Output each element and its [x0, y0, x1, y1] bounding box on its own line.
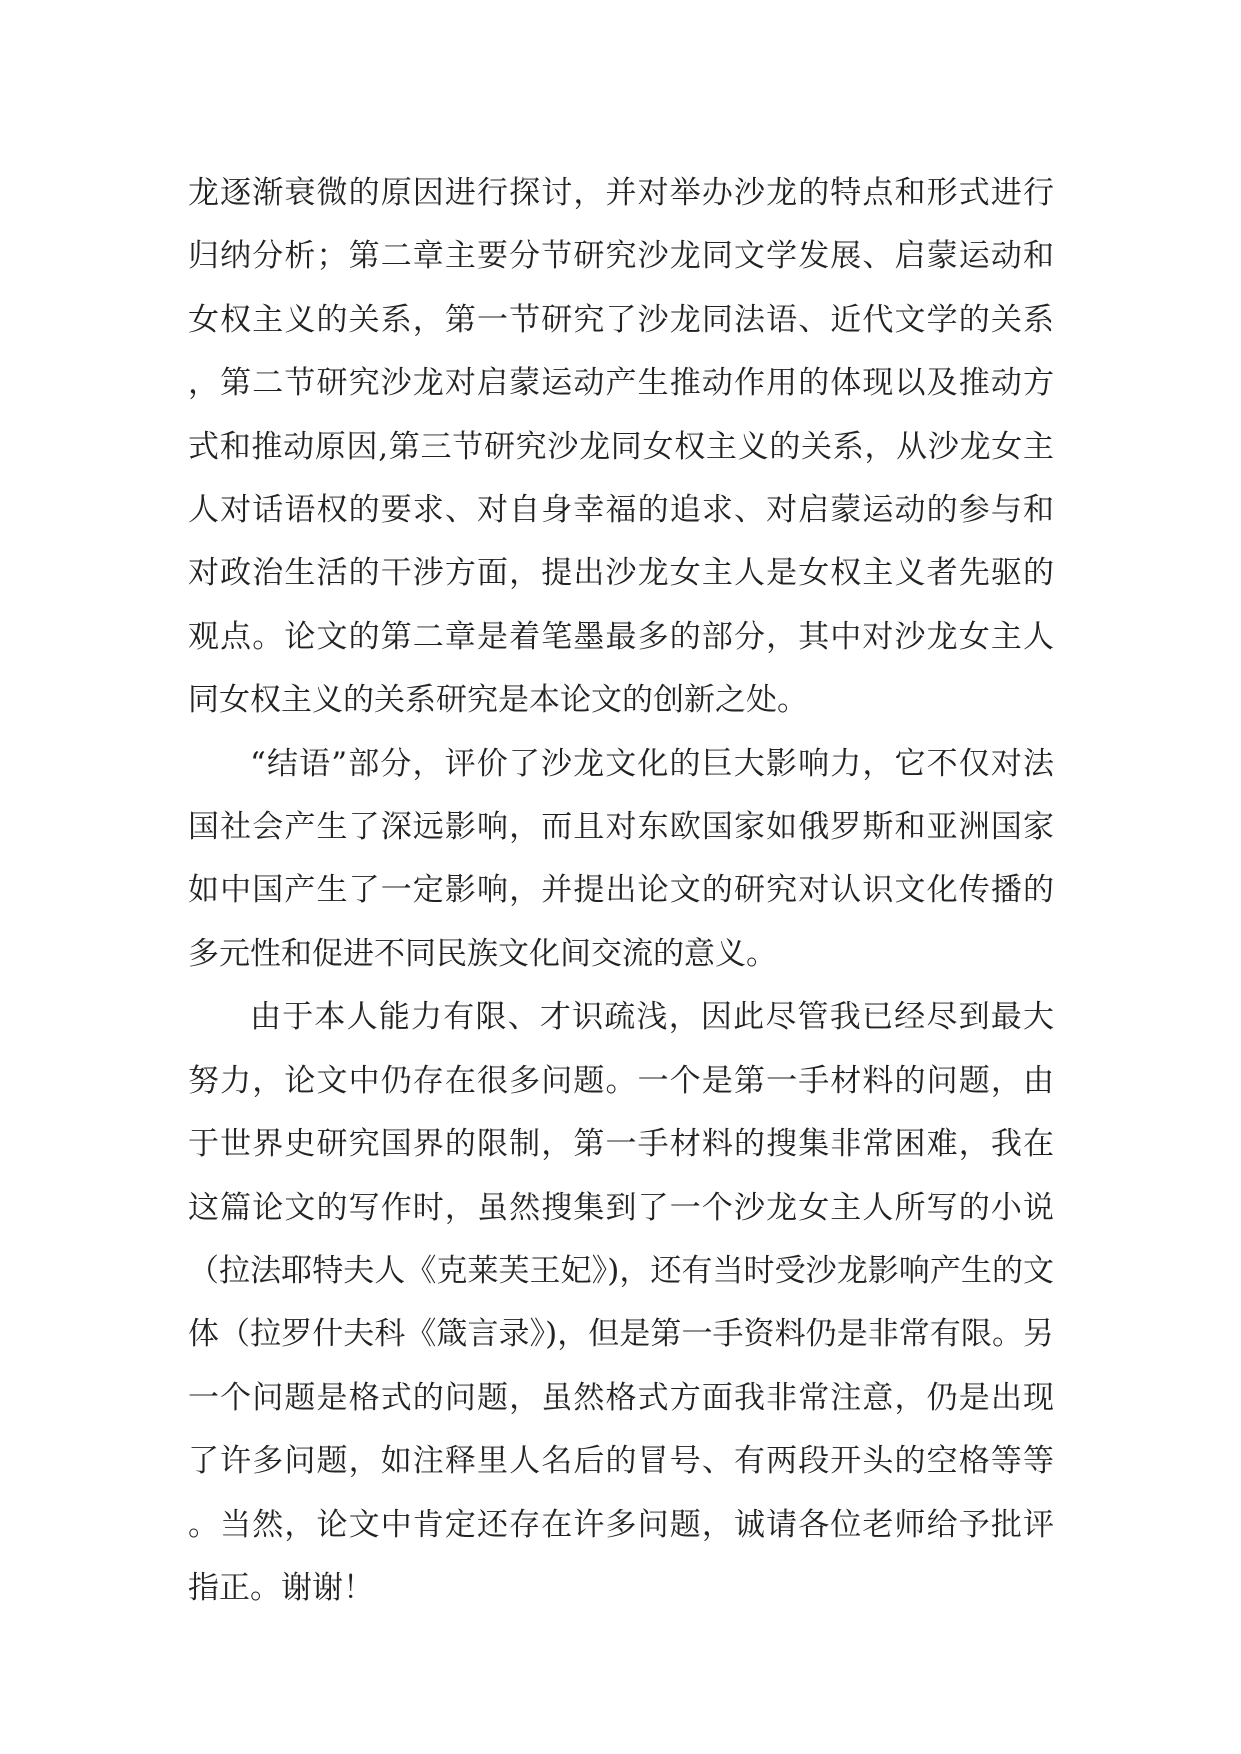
paragraph-continuation: 龙逐渐衰微的原因进行探讨，并对举办沙龙的特点和形式进行归纳分析；第二章主要分节研究沙龙同文学发展、启蒙运动和女权主义的关系，第一节研究了沙龙同法语、近代文学的关系，第二节研究沙龙对启蒙运动产生推动作用的体现以及推动方式和推动原因,第三节研究沙龙同女权主义的关系，从沙龙女主人对话语权的要求、对自身幸福的追求、对启蒙运动的参与和对政治生活的干涉方面，提出沙龙女主人是女权主义者先驱的观点。论文的第二章是着笔墨最多的部分，其中对沙龙女主人同女权主义的关系研究是本论文的创新之处。 [188, 175, 1054, 719]
paragraph-limitations: 由于本人能力有限、才识疏浅，因此尽管我已经尽到最大努力，论文中仍存在很多问题。一个是第一手材料的问题，由于世界史研究国界的限制，第一手材料的搜集非常困难，我在这篇论文的写作时，虽然搜集到了一个沙龙女主人所写的小说（拉法耶特夫人《克莱芙王妃》)，还有当时受沙龙影响产生的文体（拉罗什夫科《箴言录》)，但是第一手资料仍是非常有限。另一个问题是格式的问题，虽然格式方面我非常注意，仍是出现了许多问题，如注释里人名后的冒号、有两段开头的空格等等。当然，论文中肯定还存在许多问题，诚请各位老师给予批评指正。谢谢！ [188, 999, 1054, 1606]
paragraph-conclusion: “结语”部分，评价了沙龙文化的巨大影响力，它不仅对法国社会产生了深远影响，而且对东欧国家如俄罗斯和亚洲国家如中国产生了一定影响，并提出论文的研究对认识文化传播的多元性和促进不同民族文化间交流的意义。 [188, 745, 1054, 972]
body-text [188, 162, 1054, 1620]
